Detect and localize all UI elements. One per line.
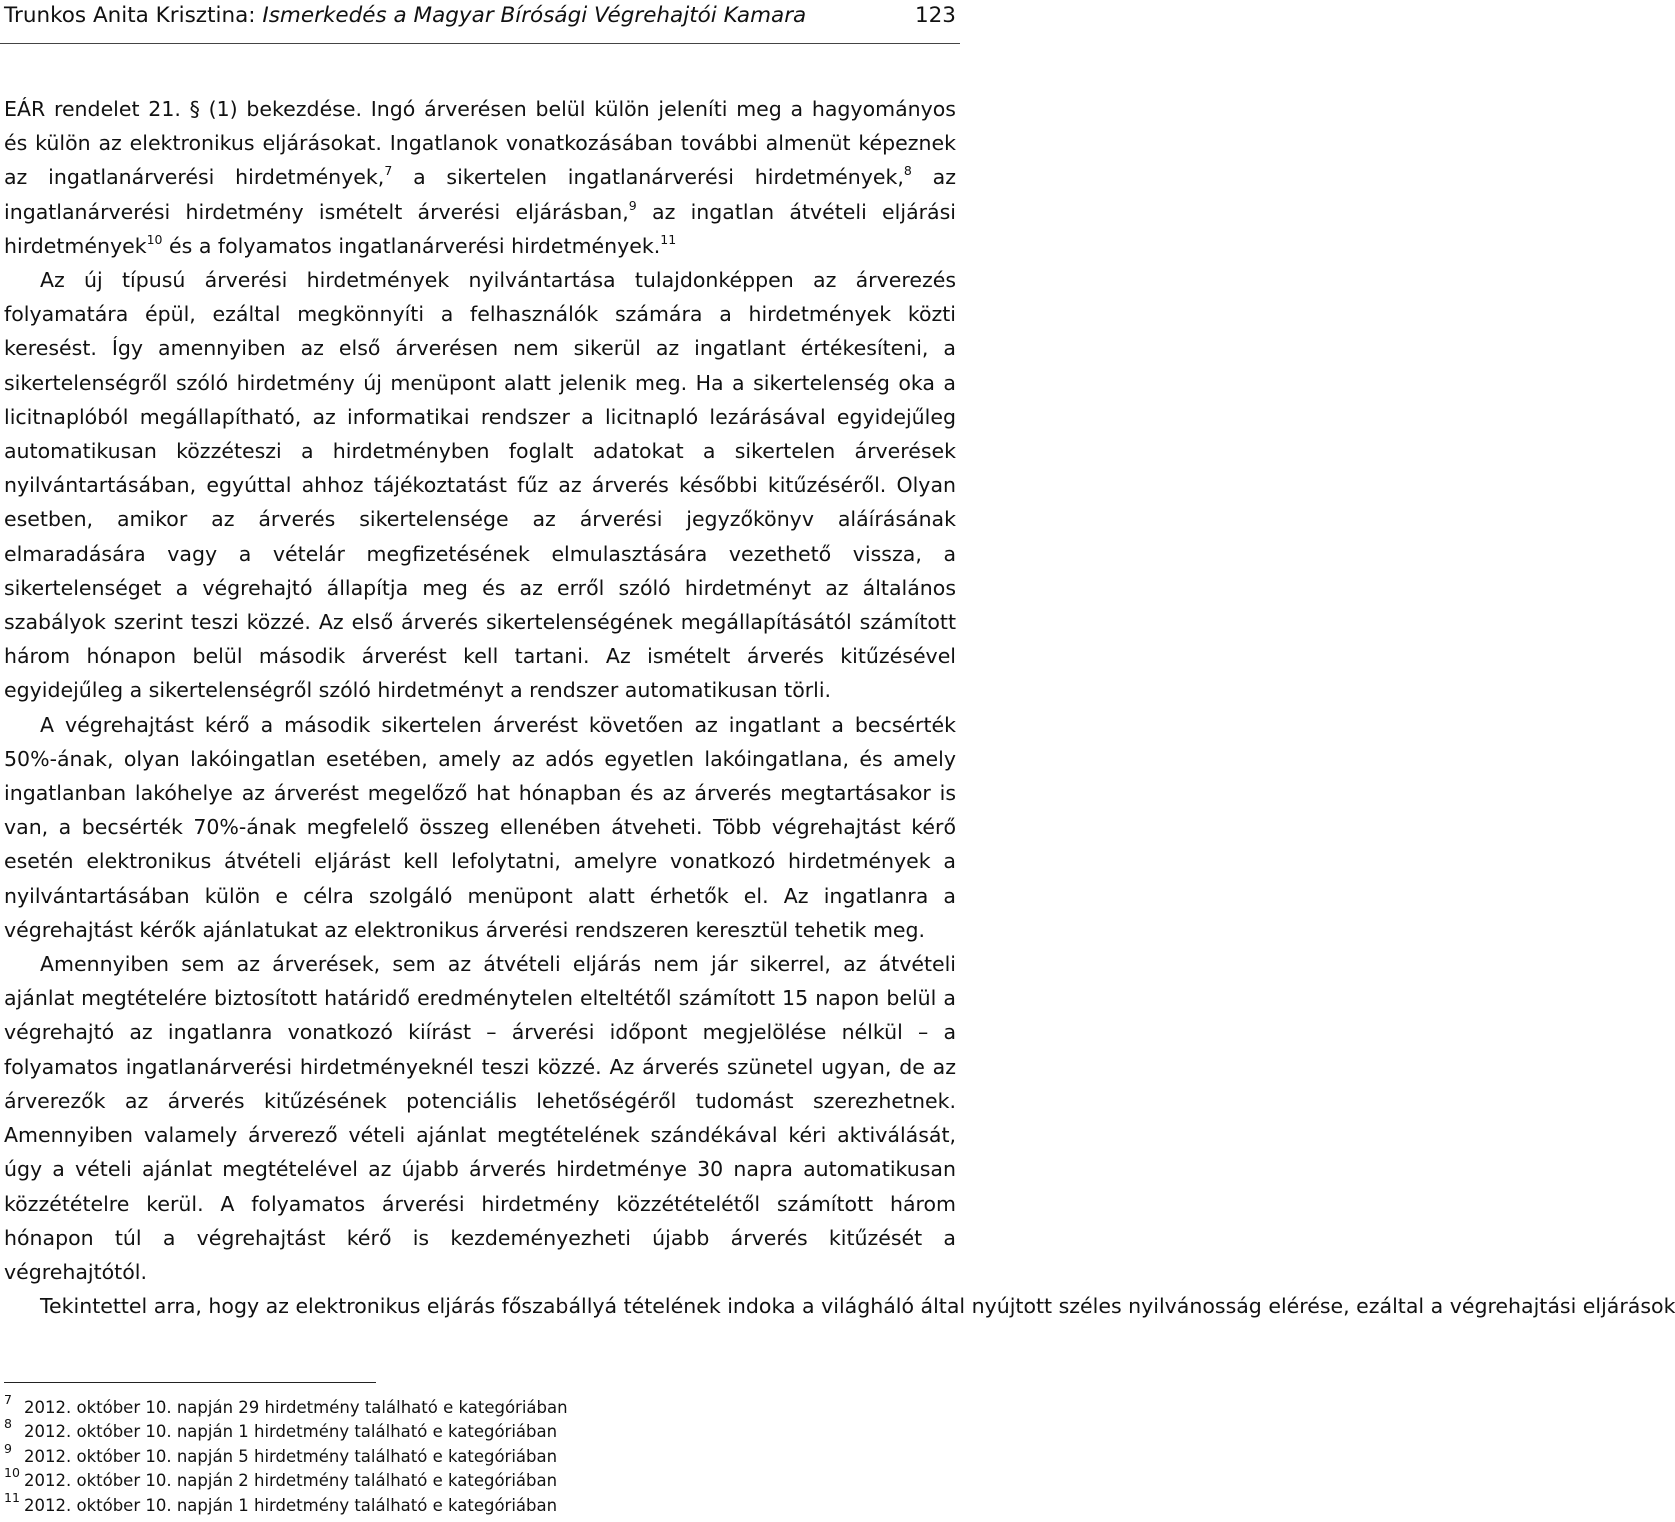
footnote-reference[interactable]: 11 <box>660 231 677 247</box>
paragraph <box>4 708 956 947</box>
paragraph-text: a sikertelen ingatlanárverési hirdetmények, <box>392 165 904 190</box>
footnote <box>4 1392 904 1420</box>
header-author: Trunkos Anita Krisztina: <box>4 3 256 28</box>
footnote-reference[interactable]: 7 <box>384 163 393 179</box>
footnote-number: 10 <box>4 1465 20 1481</box>
header-title <box>4 2 806 30</box>
footnote-number: 9 <box>4 1440 12 1456</box>
footnote-text: 2012. október 10. napján 2 hirdetmény található e kategóriában <box>24 1471 558 1491</box>
footnote-text: 2012. október 10. napján 29 hirdetmény található e kategóriában <box>24 1398 568 1417</box>
body-text <box>4 92 1675 1323</box>
paragraph <box>4 1289 1675 1323</box>
header-book-title: Ismerkedés a Magyar Bírósági Végrehajtói Kamara <box>262 3 807 28</box>
footnote-number: 8 <box>4 1416 12 1432</box>
paragraph <box>4 263 956 708</box>
footnote <box>4 1489 904 1518</box>
paragraph <box>4 92 956 263</box>
footnote-number: 11 <box>4 1489 20 1505</box>
footnote <box>4 1440 904 1469</box>
footnote-text: 2012. október 10. napján 1 hirdetmény található e kategóriában <box>24 1495 558 1515</box>
footnote-reference[interactable]: 10 <box>146 231 163 247</box>
paragraph-text: A végrehajtást kérő a második sikertelen árverést követően az ingatlant a becsérték 50%-ának, olyan lakóingatlan esetében, amely az adós egyetlen lakóingatlana, és amely ingatlanban lakóhelye az árverést megelőző hat hónapban és az árverés megtartásakor is van, a becsérték 70%-ának megfelelő összeg ellenében átveheti. Több végrehajtást kérő esetén elektronikus átvételi eljárást kell lefolytatni, amelyre vonatkozó hirdetmények a nyilvántartásában külön e célra szolgáló menüpont alatt érhetők el. Az ingatlanra a végrehajtást kérők ajánlatukat az elektronikus árverési rendszeren keresztül tehetik meg. <box>4 712 956 942</box>
paragraph-text: EÁR rendelet 21. § (1) bekezdése. Ingó árverésen belül külön jeleníti meg a hagyományos és külön az elektronikus eljárásokat. Ingatlanok vonatkozásában további almenüt képeznek az ingatlanárverési hirdetmények, <box>4 97 956 190</box>
page-number: 123 <box>914 3 956 28</box>
footnote-separator <box>4 1382 376 1383</box>
footnote <box>4 1416 904 1444</box>
footnote-reference[interactable]: 8 <box>903 163 912 179</box>
running-header <box>0 0 960 44</box>
paragraph-text: az ingatlanárverési hirdetmény ismételt árverési eljárásban, <box>4 165 956 224</box>
footnote-reference[interactable]: 9 <box>628 197 637 213</box>
paragraph-text: Az új típusú árverési hirdetmények nyilvántartása tulajdonképpen az árverezés folyamatára épül, ezáltal megkönnyíti a felhasználók számára a hirdetmények közti keresést. Így amennyiben az első árverésen nem sikerül az ingatlant értékesíteni, a sikertelenségről szóló hirdetmény új menüpont alatt jelenik meg. Ha a sikertelenség oka a licitnaplóból megállapítható, az informatikai rendszer a licitnapló lezárásával egyidejűleg automatikusan közzéteszi a hirdetményben foglalt adatokat a sikertelen árverések nyilvántartásában, egyúttal ahhoz tájékoztatást fűz az árverés későbbi kitűzéséről. Olyan esetben, amikor az árverés sikertelensége az árverési jegyzőkönyv aláírásának elmaradására vagy a vételár megfizetésének elmulasztására vezethető vissza, a sikertelenséget a végrehajtó állapítja meg és az erről szóló hirdetményt az általános szabályok szerint teszi közzé. Az első árverés sikertelenségének megállapításától számított három hónapon belül második árverést kell tartani. Az ismételt árverés kitűzésével egyidejűleg a sikertelenségről szóló hirdetményt a rendszer automatikusan törli. <box>4 268 956 703</box>
footnotes <box>4 1392 904 1518</box>
paragraph-text: és a folyamatos ingatlanárverési hirdetmények. <box>162 233 661 258</box>
paragraph-text: Amennyiben sem az árverések, sem az átvételi eljárás nem jár sikerrel, az átvételi ajánlat megtételére biztosított határidő eredménytelen elteltétől számított 15 napon belül a végrehajtó az ingatlanra vonatkozó kiírást – árverési időpont megjelölése nélkül – a folyamatos ingatlanárverési hirdetményeknél teszi közzé. Az árverés szünetel ugyan, de az árverezők az árverés kitűzésének potenciális lehetőségéről tudomást szerezhetnek. Amennyiben valamely árverező vételi ajánlat megtételének szándékával kéri aktiválását, úgy a vételi ajánlat megtételével az újabb árverés hirdetménye 30 napra automatikusan közzétételre kerül. A folyamatos árverési hirdetmény közzétételétől számított három hónapon túl a végrehajtást kérő is kezdeményezheti újabb árverés kitűzését a végrehajtótól. <box>4 952 956 1284</box>
footnote-text: 2012. október 10. napján 1 hirdetmény található e kategóriában <box>24 1422 558 1442</box>
footnote <box>4 1465 904 1493</box>
paragraph <box>4 947 956 1289</box>
footnote-text: 2012. október 10. napján 5 hirdetmény található e kategóriában <box>24 1446 558 1466</box>
paragraph-text: az ingatlan átvételi eljárási hirdetmények <box>4 199 956 258</box>
paragraph-text: Tekintettel arra, hogy az elektronikus eljárás főszabállyá tételének indoka a világháló által nyújtott széles nyilvánosság elérése, ezáltal a végrehajtási eljárások <box>40 1294 1675 1319</box>
footnote-number: 7 <box>4 1392 12 1407</box>
